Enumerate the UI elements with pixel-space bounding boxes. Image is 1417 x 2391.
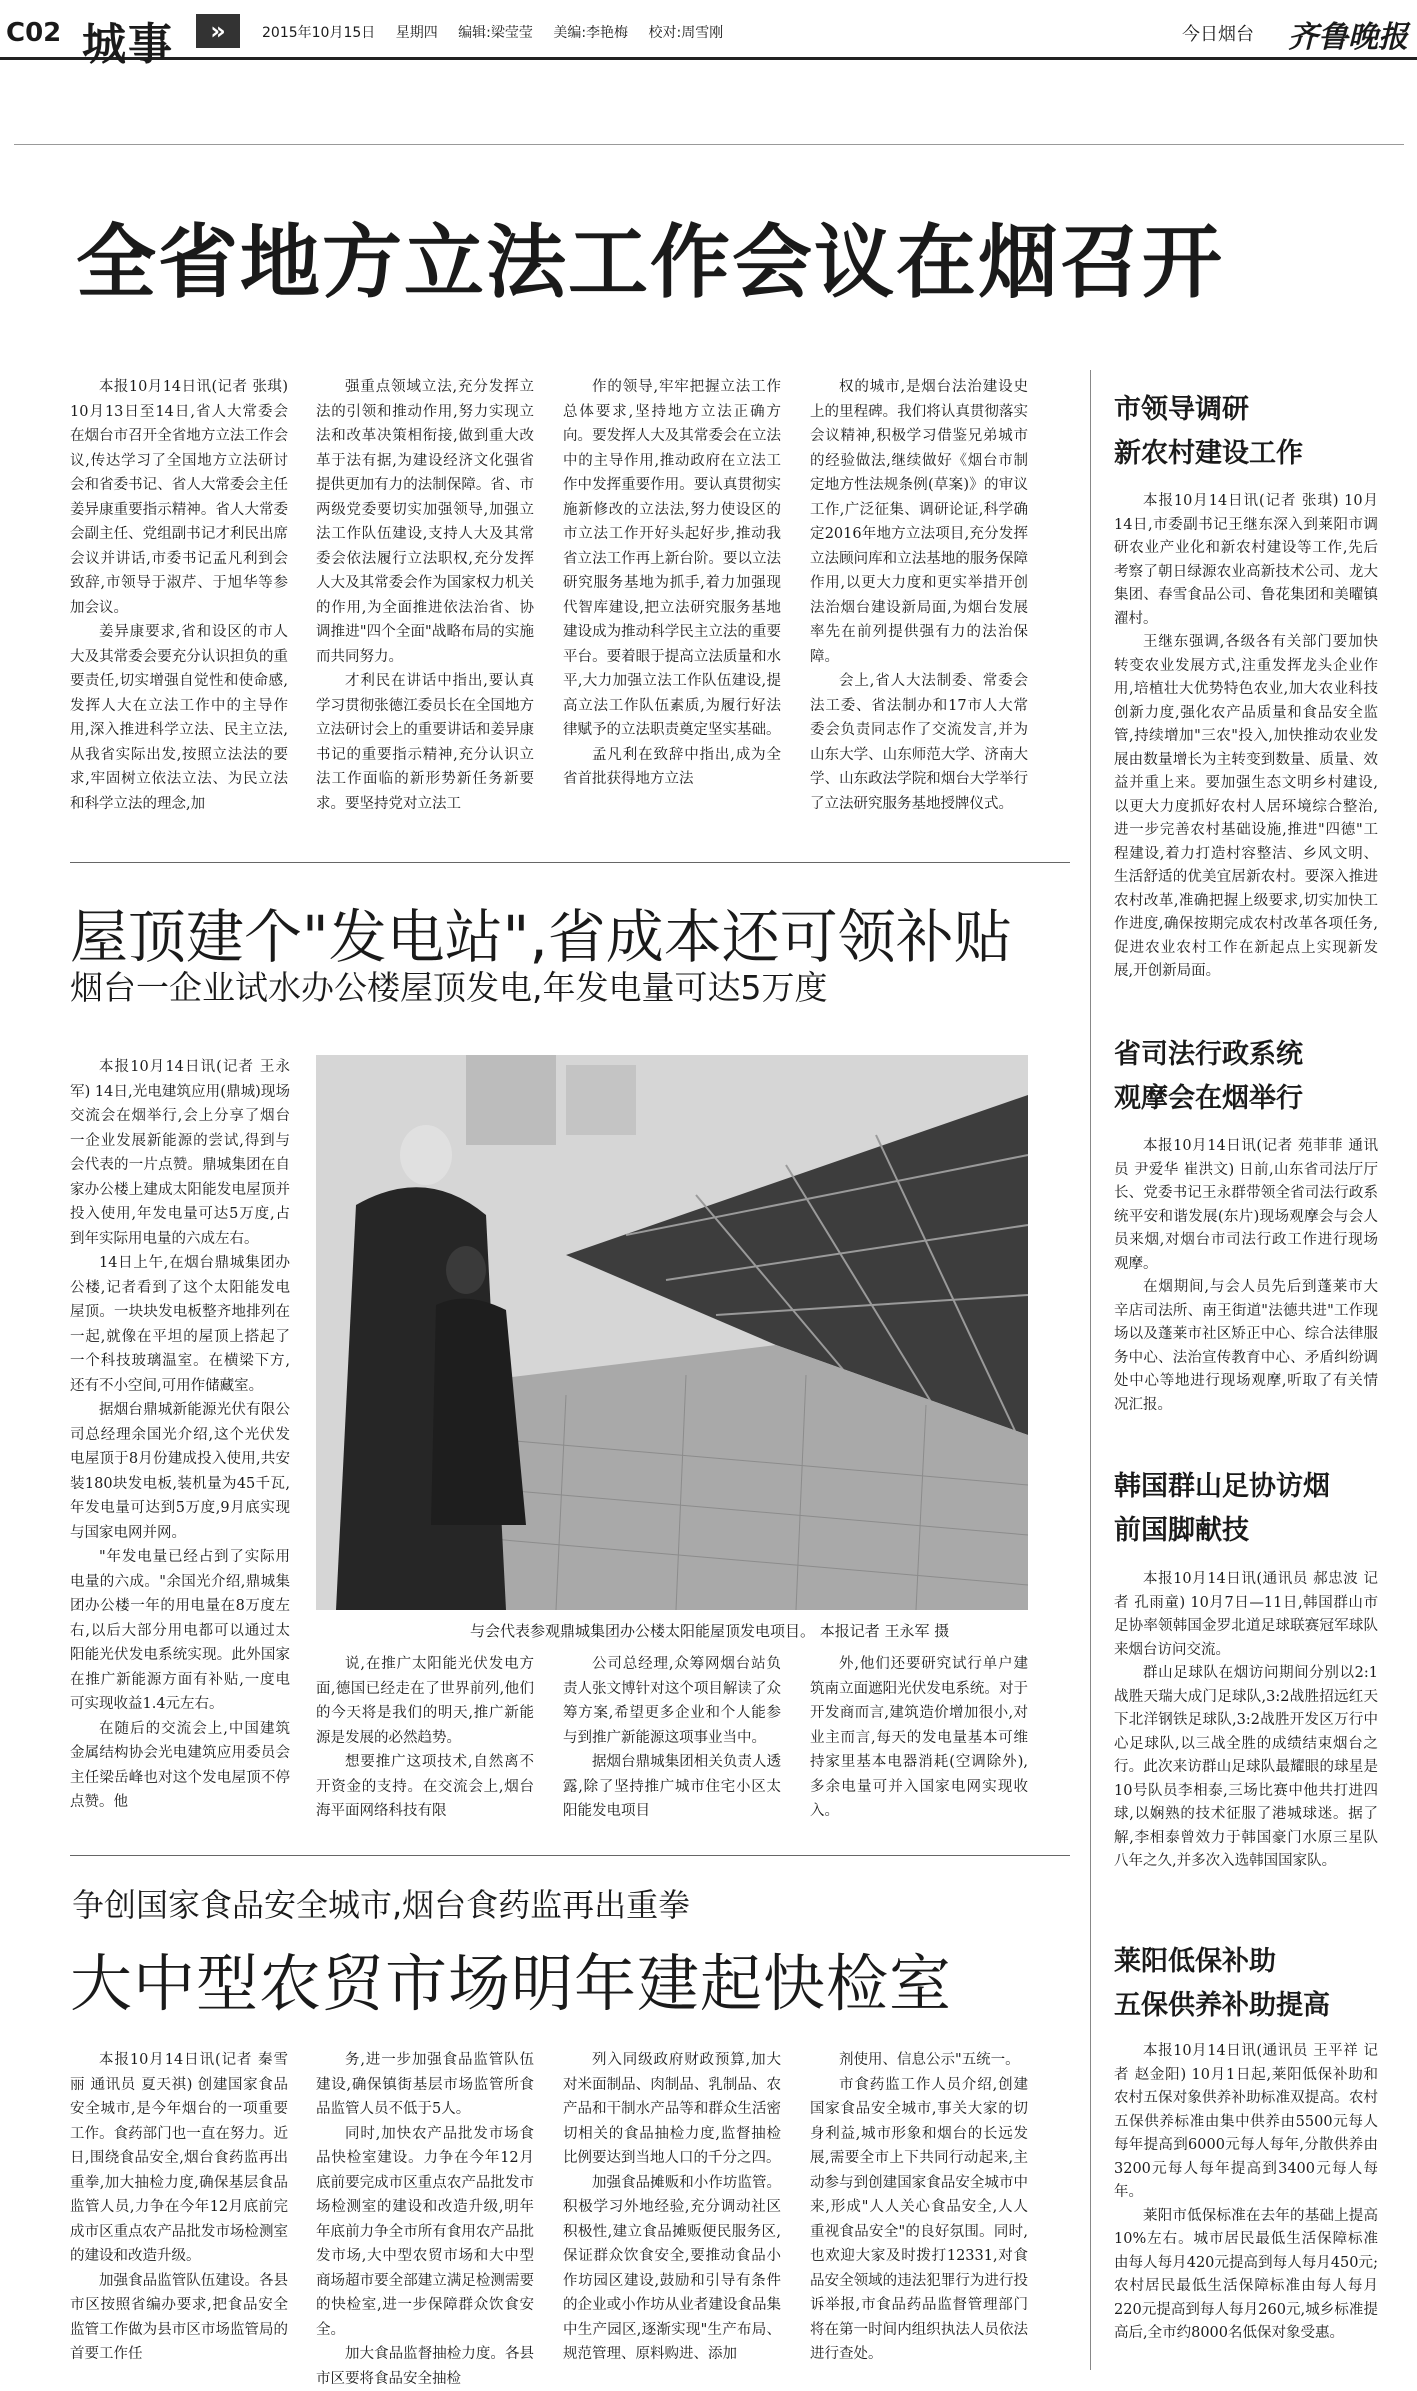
sidebar2-body bbox=[1114, 1135, 1378, 1435]
sidebar4-text bbox=[1114, 2040, 1378, 2346]
paragraph: 本报10月14日讯(记者 王永军) 14日,光电建筑应用(鼎城)现场交流会在烟举行,会上分享了烟台一企业发展新能源的尝试,得到与会代表的一片点赞。鼎城集团在自家办公楼上建成太阳能发电屋顶并投入使用,年发电量可达5万度,占到年实际用电量的六成左右。 bbox=[70, 1059, 290, 1247]
paragraph: 想要推广这项技术,自然离不开资金的支持。在交流会上,烟台海平面网络科技有限 bbox=[316, 1754, 534, 1819]
paragraph: 列入同级政府财政预算,加大对米面制品、肉制品、乳制品、农产品和干制水产品等和群众生活密切相关的食品抽检力度,监督抽检比例要达到当地人口的千分之四。 bbox=[563, 2052, 781, 2166]
masthead bbox=[0, 0, 1417, 70]
article1-col4 bbox=[810, 375, 1028, 855]
paragraph: 同时,加快农产品批发市场食品快检室建设。力争在今年12月底前要完成市区重点农产品批发市场检测室的建设和改造升级,明年年底前力争全市所有食用农产品批发市场,大中型农贸市场和大中型商场超市要全部建立满足检测需要的快检室,进一步保障群众饮食安全。 bbox=[316, 2125, 534, 2338]
paragraph: 外,他们还要研究试行单户建筑南立面遮阳光伏发电系统。对于开发商而言,建筑造价增加很小,对业主而言,每天的发电量基本可维持家里基本电器消耗(空调除外),多余电量可并入国家电网实现收入。 bbox=[810, 1656, 1028, 1819]
sidebar1-headline bbox=[1114, 388, 1303, 476]
article2-col2 bbox=[316, 1652, 534, 1819]
article1-col2 bbox=[316, 375, 534, 855]
article1-divider bbox=[70, 862, 1070, 863]
sidebar-divider bbox=[1090, 370, 1091, 2370]
sidebar3-headline-l2: 前国脚献技 bbox=[1114, 1515, 1249, 1546]
article1-col3-text bbox=[563, 375, 781, 792]
paragraph: 14日上午,在烟台鼎城集团办公楼,记者看到了这个太阳能发电屋顶。一块块发电板整齐地排列在一起,就像在平坦的屋顶上搭起了一个科技玻璃温室。在横梁下方,还有不小空间,可用作储藏室。 bbox=[70, 1255, 290, 1394]
article1-headline: 全省地方立法工作会议在烟召开 bbox=[76, 216, 1224, 309]
sidebar1-text bbox=[1114, 490, 1378, 984]
paragraph: 据烟台鼎城新能源光伏有限公司总经理余国光介绍,这个光伏发电屋顶于8月份建成投入使用,共安装180块发电板,装机量为45千瓦,年发电量可达到5万度,9月底实现与国家电网并网。 bbox=[70, 1402, 290, 1541]
paragraph: 群山足球队在烟访问期间分别以2:1战胜天瑞大成门足球队,3:2战胜招远红天下北洋钢铁足球队,3:2战胜开发区万行中心足球队,以三战全胜的成绩结束烟台之行。此次来访群山足球队最耀眼的球星是10号队员李相泰,三场比赛中他共打进四球,以娴熟的技术征服了港城球迷。据了解,李相泰曾效力于韩国豪门水原三星队八年之久,并多次入选韩国国家队。 bbox=[1114, 1665, 1378, 1869]
proof-credit: 校对:周雪刚 bbox=[648, 25, 724, 41]
solar-roof-illustration bbox=[316, 1055, 1028, 1610]
paragraph: 加强食品摊贩和小作坊监管。积极学习外地经验,充分调动社区积极性,建立食品摊贩便民服务区,保证群众饮食安全,要推动食品小作坊园区建设,鼓励和引导有条件的企业或小作坊从业者建设食品集中生产园区,逐渐实现"生产布局、规范管理、原料购进、添加 bbox=[563, 2174, 781, 2362]
article2-col4 bbox=[810, 1652, 1028, 1819]
article3-col2-text bbox=[316, 2048, 534, 2391]
paragraph: 本报10月14日讯(通讯员 王平祥 记者 赵金阳) 10月1日起,莱阳低保补助和农村五保对象供养补助标准双提高。农村五保供养标准由集中供养由5500元每人每年提高到6000元每人每年,分散供养由3200元每人每年提高到3400元每人每年。 bbox=[1114, 2043, 1378, 2200]
sidebar2-headline bbox=[1114, 1033, 1303, 1121]
article2-col1 bbox=[70, 1055, 290, 1810]
article3-col4-text bbox=[810, 2048, 1028, 2367]
paragraph: 务,进一步加强食品监管队伍建设,确保镇街基层市场监管所食品监管人员不低于5人。 bbox=[316, 2052, 534, 2117]
paragraph: 本报10月14日讯(记者 秦雪丽 通讯员 夏天祺) 创建国家食品安全城市,是今年烟台的一项重要工作。食药部门也一直在努力。近日,围绕食品安全,烟台食药监再出重拳,加大抽检力度,确保基层食品监管人员,力争在今年12月底前完成市区重点农产品批发市场检测室的建设和改造升级。 bbox=[70, 2052, 288, 2264]
article3-col1-text bbox=[70, 2048, 288, 2367]
paragraph: 权的城市,是烟台法治建设史上的里程碑。我们将认真贯彻落实会议精神,积极学习借鉴兄弟城市的经验做法,继续做好《烟台市制定地方性法规条例(草案)》的审议工作,广泛征集、调研论证,科学确定2016年地方立法项目,充分发挥立法顾问库和立法基地的服务保障作用,以更大力度和更实举措开创法治烟台建设新局面,为烟台发展率先在前列提供强有力的法治保障。 bbox=[810, 379, 1028, 665]
article2-divider bbox=[70, 1855, 1070, 1856]
article3-headline: 大中型农贸市场明年建起快检室 bbox=[70, 1947, 953, 2020]
section-arrow-icon: » bbox=[196, 14, 240, 48]
sidebar3-headline bbox=[1114, 1465, 1330, 1553]
paragraph: 加大食品监督抽检力度。各县市区要将食品安全抽检 bbox=[316, 2346, 534, 2387]
paragraph: 加强食品监管队伍建设。各县市区按照省编办要求,把食品安全监管工作做为县市区市场监管局的首要工作任 bbox=[70, 2272, 288, 2362]
article3-col4 bbox=[810, 2048, 1028, 2373]
editor-credit: 编辑:梁莹莹 bbox=[458, 25, 533, 41]
paragraph: 本报10月14日讯(记者 苑菲菲 通讯员 尹爱华 崔洪文) 日前,山东省司法厅厅长、党委书记王永群带领全省司法行政系统平安和谐发展(东片)现场观摩会与会人员来烟,对烟台市司法行政工作进行现场观摩。 bbox=[1114, 1138, 1378, 1272]
page-number: C02 bbox=[6, 18, 62, 48]
sidebar1-headline-l2: 新农村建设工作 bbox=[1114, 438, 1303, 469]
article1-col2-text bbox=[316, 375, 534, 816]
article1-col1-text bbox=[70, 375, 288, 816]
article2-col3 bbox=[563, 1652, 781, 1819]
paragraph: 作的领导,牢牢把握立法工作总体要求,坚持地方立法正确方向。要发挥人大及其常委会在立法中的主导作用,推动政府在立法工作中发挥重要作用。要认真贯彻实施新修改的立法法,努力使设区的市立法工作开好头起好步,推动我省立法工作再上新台阶。要以立法研究服务基地为抓手,着力加强现代智库建设,把立法研究服务基地建设成为推动科学民主立法的重要平台。要着眼于提高立法质量和水平,大力加强立法工作队伍建设,提高立法工作队伍素质,为履行好法律赋予的立法职责奠定坚实基础。 bbox=[563, 379, 781, 738]
sidebar2-text bbox=[1114, 1135, 1378, 1417]
article3-col3 bbox=[563, 2048, 781, 2373]
paragraph: 市食药监工作人员介绍,创建国家食品安全城市,事关大家的切身利益,城市形象和烟台的长远发展,需要全市上下共同行动起来,主动参与到创建国家食品安全城市中来,形成"人人关心食品安全,人人重视食品安全"的良好氛围。同时,也欢迎大家及时拨打12331,对食品安全领域的违法犯罪行为进行投诉举报,市食品药品监督管理部门将在第一时间内组织执法人员依法进行查处。 bbox=[810, 2076, 1028, 2362]
paragraph: 本报10月14日讯(通讯员 郝忠波 记者 孔雨童) 10月7日—11日,韩国群山市足协率领韩国金罗北道足球联赛冠军球队来烟台访问交流。 bbox=[1114, 1571, 1378, 1658]
issue-meta bbox=[262, 22, 739, 42]
designer-credit: 美编:李艳梅 bbox=[553, 25, 629, 41]
paragraph: 据烟台鼎城集团相关负责人透露,除了坚持推广城市住宅小区太阳能发电项目 bbox=[563, 1754, 781, 1819]
paragraph: 强重点领域立法,充分发挥立法的引领和推动作用,努力实现立法和改革决策相衔接,做到重大改革于法有据,为建设经济文化强省提供更加有力的法制保障。省、市两级党委要切实加强领导,加强立法工作队伍建设,支持人大及其常委会依法履行立法职权,充分发挥人大及其常委会作为国家权力机关的作用,为全面推进依法治省、协调推进"四个全面"战略布局的实施而共同努力。 bbox=[316, 379, 534, 665]
article1-col3 bbox=[563, 375, 781, 855]
paragraph: 本报10月14日讯(记者 张琪) 10月14日,市委副书记王继东深入到莱阳市调研农业产业化和新农村建设等工作,先后考察了朝日绿源农业高新技术公司、龙大集团、春雪食品公司、鲁花集团和美曜镇濯村。 bbox=[1114, 493, 1378, 627]
sidebar4-headline bbox=[1114, 1940, 1330, 2028]
paragraph: 王继东强调,各级各有关部门要加快转变农业发展方式,注重发挥龙头企业作用,培植壮大优势特色农业,加大农业科技创新力度,强化农产品质量和食品安全监管,持续增加"三农"投入,加快推动农业发展由数量增长为主转变到数量、质量、效益并重上来。要加强生态文明乡村建设,以更大力度抓好农村人居环境综合整治,进一步完善农村基础设施,推进"四德"工程建设,着力打造村容整洁、乡风文明、生活舒适的优美宜居新农村。要深入推进农村改革,准确把握上级要求,切实加快工作进度,确保按期完成农村改革各项任务,促进农业农村工作在新起点上实现新发展,开创新局面。 bbox=[1114, 634, 1378, 979]
newspaper-logo: 齐鲁晚报 bbox=[1288, 20, 1408, 55]
paragraph: 会上,省人大法制委、常委会法工委、省法制办和17市人大常委会负责同志作了交流发言,并为山东大学、山东师范大学、济南大学、山东政法学院和烟台大学举行了立法研究服务基地授牌仪式。 bbox=[810, 673, 1028, 812]
paragraph: 说,在推广太阳能光伏发电方面,德国已经走在了世界前列,他们的今天将是我们的明天,推广新能源是发展的必然趋势。 bbox=[316, 1656, 534, 1746]
paragraph: 姜异康要求,省和设区的市人大及其常委会要充分认识担负的重要责任,切实增强自觉性和使命感,发挥人大在立法工作中的主导作用,深入推进科学立法、民主立法,从我省实际出发,按照立法法的要求,牢固树立依法立法、为民立法和科学立法的理念,加 bbox=[70, 624, 288, 812]
sidebar2-headline-l2: 观摩会在烟举行 bbox=[1114, 1083, 1303, 1114]
paragraph: 剂使用、信息公示"五统一。 bbox=[839, 2052, 1020, 2068]
sidebar4-headline-l2: 五保供养补助提高 bbox=[1114, 1990, 1330, 2021]
article1-col1 bbox=[70, 375, 288, 855]
sidebar2-headline-l1: 省司法行政系统 bbox=[1114, 1039, 1303, 1070]
article2-subhead: 烟台一企业试水办公楼屋顶发电,年发电量可达5万度 bbox=[70, 968, 828, 1007]
column-name: 今日烟台 bbox=[1182, 24, 1254, 45]
paragraph: 莱阳市低保标准在去年的基础上提高10%左右。城市居民最低生活保障标准由每人每月420元提高到每人每月450元;农村居民最低生活保障标准由每人每月220元提高到每人每月260元,城乡标准提高后,全市约8000名低保对象受惠。 bbox=[1114, 2207, 1378, 2341]
photo-caption: 与会代表参观鼎城集团办公楼太阳能屋顶发电项目。 本报记者 王永军 摄 bbox=[470, 1622, 950, 1640]
paragraph: 才利民在讲话中指出,要认真学习贯彻张德江委员长在全国地方立法研讨会上的重要讲话和姜异康书记的重要指示精神,充分认识立法工作面临的新形势新任务新要求。要坚持党对立法工 bbox=[316, 673, 534, 812]
paragraph: 公司总经理,众筹网烟台站负责人张文博针对这个项目解读了众筹方案,希望更多企业和个人能参与到推广新能源这项事业当中。 bbox=[563, 1656, 781, 1746]
sidebar3-text bbox=[1114, 1568, 1378, 1874]
sidebar1-body bbox=[1114, 490, 1378, 1000]
article2-col3-text bbox=[563, 1652, 781, 1824]
article1-col4-text bbox=[810, 375, 1028, 816]
sidebar4-body bbox=[1114, 2040, 1378, 2375]
sidebar1-headline-l1: 市领导调研 bbox=[1114, 394, 1249, 425]
sidebar4-headline-l1: 莱阳低保补助 bbox=[1114, 1946, 1276, 1977]
article2-col2-text bbox=[316, 1652, 534, 1824]
paragraph: 在随后的交流会上,中国建筑金属结构协会光电建筑应用委员会主任梁岳峰也对这个发电屋顶不停点赞。他 bbox=[70, 1720, 290, 1810]
article3-col1 bbox=[70, 2048, 288, 2373]
article2-headline: 屋顶建个"发电站",省成本还可领补贴 bbox=[70, 903, 1012, 971]
article3-col2 bbox=[316, 2048, 534, 2387]
section-title: 城事 bbox=[82, 19, 174, 70]
article3-col3-text bbox=[563, 2048, 781, 2367]
paragraph: 孟凡利在致辞中指出,成为全省首批获得地方立法 bbox=[563, 746, 781, 787]
issue-weekday: 星期四 bbox=[395, 25, 438, 41]
paragraph: 本报10月14日讯(记者 张琪) 10月13日至14日,省人大常委会在烟台市召开全省地方立法工作会议,传达学习了全国地方立法研讨会和省委书记、省人大常委会主任姜异康重要指示精神。省人大常委会副主任、党组副书记才利民出席会议并讲话,市委书记孟凡利到会致辞,市领导于淑芹、于旭华等参加会议。 bbox=[70, 379, 288, 616]
paragraph: 在烟期间,与会人员先后到蓬莱市大辛店司法所、南王街道"法德共进"工作现场以及蓬莱市社区矫正中心、综合法律服务中心、法治宣传教育中心、矛盾纠纷调处中心等地进行现场观摩,听取了有关情况汇报。 bbox=[1114, 1279, 1378, 1413]
issue-date: 2015年10月15日 bbox=[262, 25, 376, 41]
article3-kicker: 争创国家食品安全城市,烟台食药监再出重拳 bbox=[72, 1886, 691, 1924]
sidebar3-body bbox=[1114, 1568, 1378, 1913]
top-divider bbox=[14, 144, 1404, 145]
article2-col4-text bbox=[810, 1652, 1028, 1824]
article2-col1-text bbox=[70, 1055, 290, 1815]
sidebar3-headline-l1: 韩国群山足协访烟 bbox=[1114, 1471, 1330, 1502]
paragraph: "年发电量已经占到了实际用电量的六成。"余国光介绍,鼎城集团办公楼一年的用电量在8万度左右,以后大部分用电都可以通过太阳能光伏发电系统实现。此外国家在推广新能源方面有补贴,一度电可实现收益1.4元左右。 bbox=[70, 1549, 290, 1712]
solar-roof-photo bbox=[316, 1055, 1028, 1610]
